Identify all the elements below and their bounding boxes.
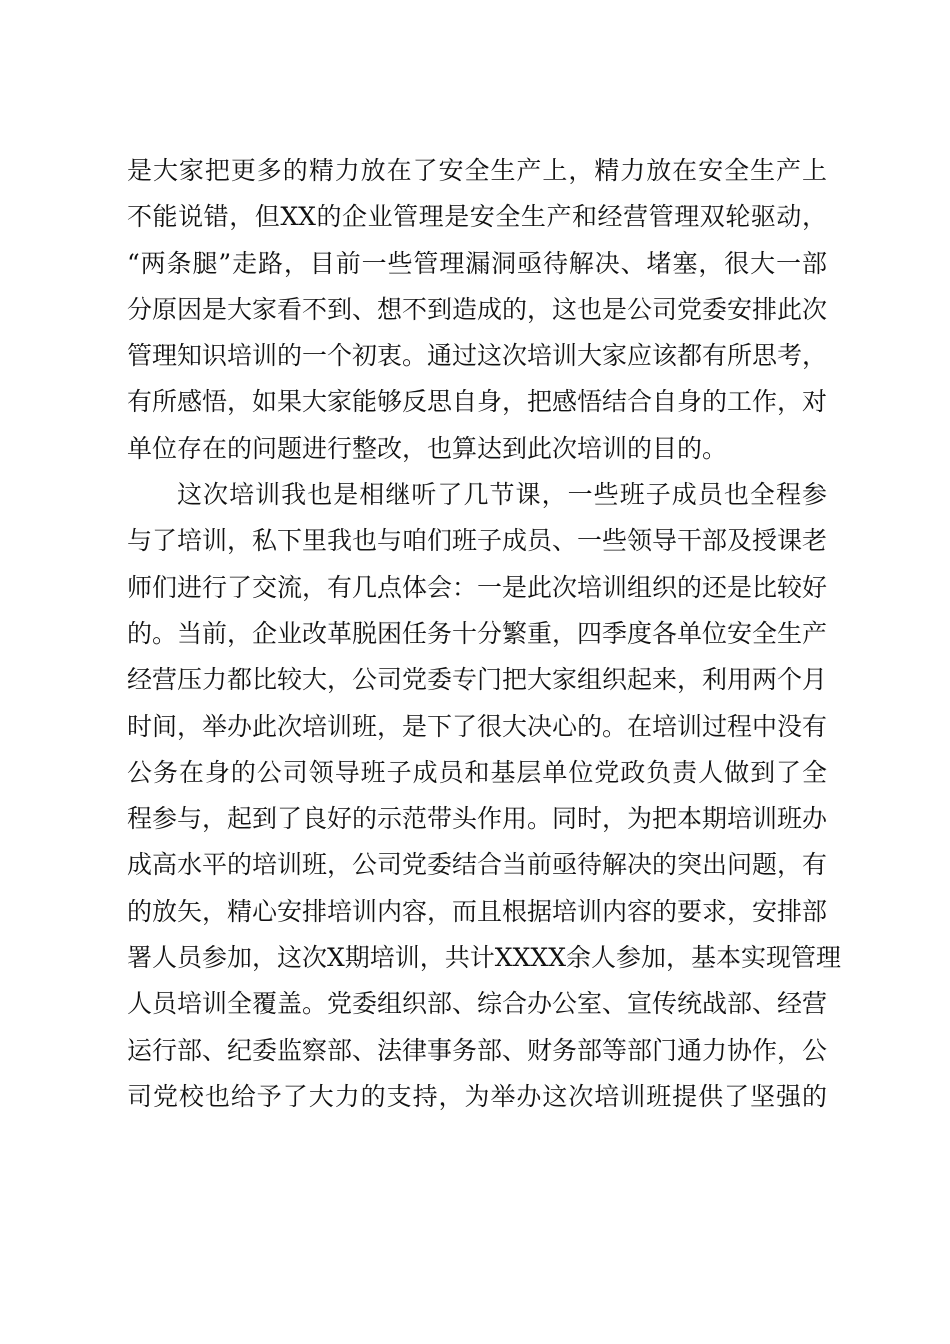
text-line: 时间，举办此次培训班，是下了很大决心的。在培训过程中没有 — [127, 711, 828, 741]
paragraph-1 — [127, 148, 827, 472]
document-body — [127, 148, 841, 1120]
text-line: 分原因是大家看不到、想不到造成的，这也是公司党委安排此次 — [127, 294, 828, 324]
text-line: 这次培训我也是相继听了几节课，一些班子成员也全程参 — [177, 480, 827, 510]
text-line: 司党校也给予了大力的支持，为举办这次培训班提供了坚强的 — [127, 1081, 827, 1111]
text-line: 的放矢，精心安排培训内容，而且根据培训内容的要求，安排部 — [127, 896, 828, 926]
text-line: 不能说错，但XX的企业管理是安全生产和经营管理双轮驱动， — [127, 202, 827, 232]
text-line: 人员培训全覆盖。党委组织部、综合办公室、宣传统战部、经营 — [127, 989, 828, 1019]
text-line: 是大家把更多的精力放在了安全生产上，精力放在安全生产上 — [127, 156, 827, 185]
text-line: 程参与，起到了良好的示范带头作用。同时，为把本期培训班办 — [127, 804, 828, 834]
text-line: 运行部、纪委监察部、法律事务部、财务部等部门通力协作，公 — [127, 1035, 828, 1065]
text-line: 管理知识培训的一个初衷。通过这次培训大家应该都有所思考， — [127, 341, 828, 371]
text-line: 成高水平的培训班，公司党委结合当前亟待解决的突出问题，有 — [127, 850, 828, 880]
text-line: 经营压力都比较大，公司党委专门把大家组织起来，利用两个月 — [127, 665, 828, 695]
text-line: 公务在身的公司领导班子成员和基层单位党政负责人做到了全 — [127, 757, 827, 787]
text-line: 有所感悟，如果大家能够反思自身，把感悟结合自身的工作，对 — [127, 387, 828, 417]
text-line: 的。当前，企业改革脱困任务十分繁重，四季度各单位安全生产 — [127, 618, 828, 648]
paragraph-2 — [127, 472, 841, 1120]
text-line: “两条腿”走路，目前一些管理漏洞亟待解决、堵塞，很大一部 — [127, 248, 827, 278]
text-line: 署人员参加，这次X期培训，共计XXXX余人参加，基本实现管理 — [127, 943, 841, 973]
text-line: 与了培训，私下里我也与咱们班子成员、一些领导干部及授课老 — [127, 526, 828, 556]
text-line: 单位存在的问题进行整改，也算达到此次培训的目的。 — [127, 433, 728, 463]
text-line: 师们进行了交流，有几点体会：一是此次培训组织的还是比较好 — [127, 572, 828, 602]
